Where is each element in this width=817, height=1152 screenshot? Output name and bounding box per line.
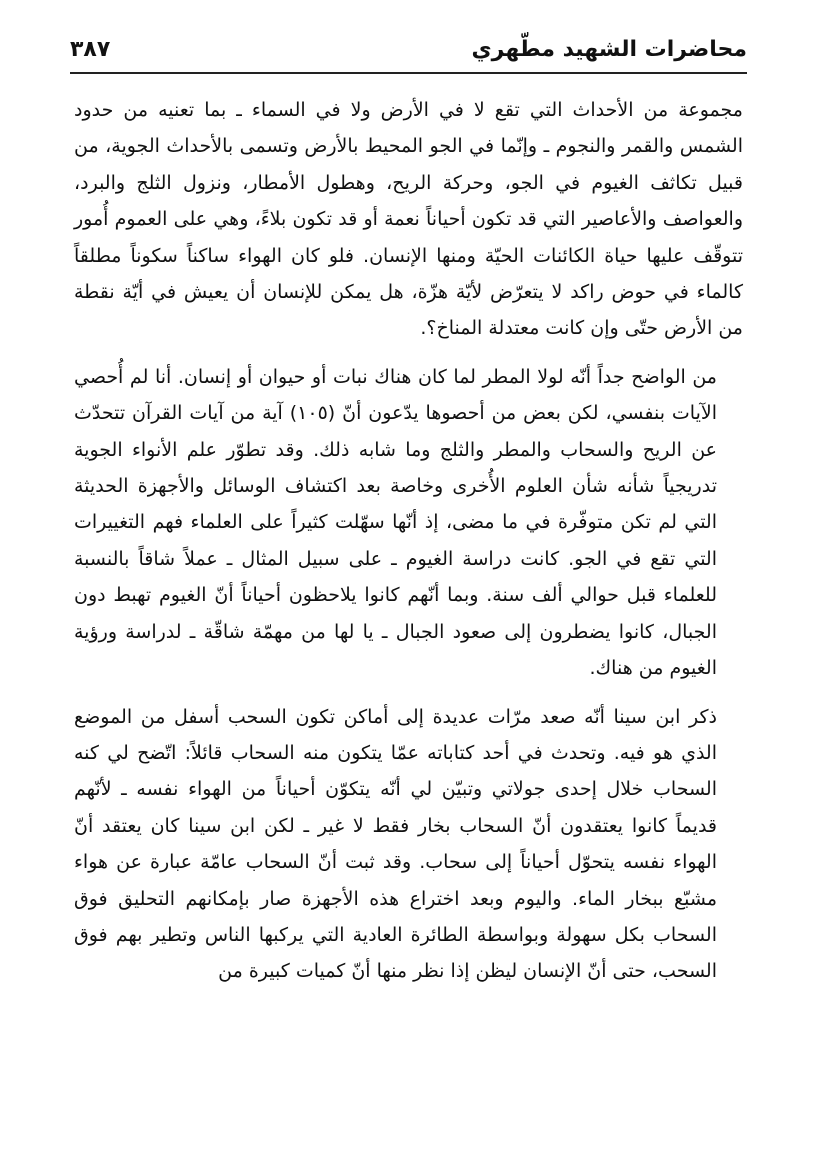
book-title: محاضرات الشهيد مطّهري (471, 37, 747, 62)
page-header (70, 30, 747, 70)
paragraph: من الواضح جداً أنّه لولا المطر لما كان هناك نبات أو حيوان أو إنسان. أنا لم أُحصي الآيات بنفسي، لكن بعض من أحصوها يدّعون أنّ (١٠٥) آية من آيات القرآن تتحدّث عن الريح والسحاب والمطر والثلج وما شابه ذلك. وقد تطوّر علم الأنواء الجوية تدريجياً شأنه شأن العلوم الأُخرى وخاصة بعد اكتشاف الوسائل والأجهزة الحديثة التي لم تكن متوفّرة في ما مضى، إذ أنّها سهّلت كثيراً على العلماء فهم التغييرات التي تقع في الجو. كانت دراسة الغيوم ـ على سبيل المثال ـ عملاً شاقاً بالنسبة للعلماء قبل حوالي ألف سنة. وبما أنّهم كانوا يلاحظون أحياناً أنّ الغيوم تهبط دون الجبال، كانوا يضطرون إلى صعود الجبال ـ يا لها من مهمّة شاقّة ـ لدراسة ورؤية الغيوم من هناك. (74, 365, 717, 680)
page-number: ٣٨٧ (70, 37, 111, 62)
paragraph: ذكر ابن سينا أنّه صعد مرّات عديدة إلى أماكن تكون السحب أسفل من الموضع الذي هو فيه. وتحدث في أحد كتاباته عمّا يتكون منه السحاب قائلاً: اتّضح لي كنه السحاب خلال إحدى جولاتي وتبيّن لي أنّه يتكوّن أحياناً من الهواء نفسه ـ لأنّهم قديماً كانوا يعتقدون أنّ السحاب بخار فقط لا غير ـ لكن ابن سينا كان يعتقد أنّ الهواء نفسه يتحوّل أحياناً إلى سحاب. وقد ثبت أنّ السحاب عامّة عبارة عن هواء مشبّع ببخار الماء. واليوم وبعد اختراع هذه الأجهزة صار بإمكانهم التحليق فوق السحاب بكل سهولة وبواسطة الطائرة العادية التي يركبها الناس وتطير بهم فوق السحب، حتى أنّ الإنسان ليظن إذا نظر منها أنّ كميات كبيرة من (74, 705, 717, 983)
page-body (74, 92, 743, 990)
header-divider (70, 72, 747, 74)
paragraph: مجموعة من الأحداث التي تقع لا في الأرض ولا في السماء ـ بما تعنيه من حدود الشمس والقمر والنجوم ـ وإنّما في الجو المحيط بالأرض وتسمى بالأحداث الجوية، من قبيل تكاثف الغيوم في الجو، وحركة الريح، وهطول الأمطار، ونزول الثلج والبرد، والعواصف والأعاصير التي قد تكون أحياناً نعمة أو قد تكون بلاءً، وهي على العموم أُمور تتوقّف عليها حياة الكائنات الحيّة ومنها الإنسان. فلو كان الهواء ساكناً سكوناً مطلقاً كالماء في حوض راكد لا يتعرّض لأيّة هزّة، هل يمكن للإنسان أن يعيش في أيّة نقطة من الأرض حتّى وإن كانت معتدلة المناخ؟. (74, 99, 743, 340)
